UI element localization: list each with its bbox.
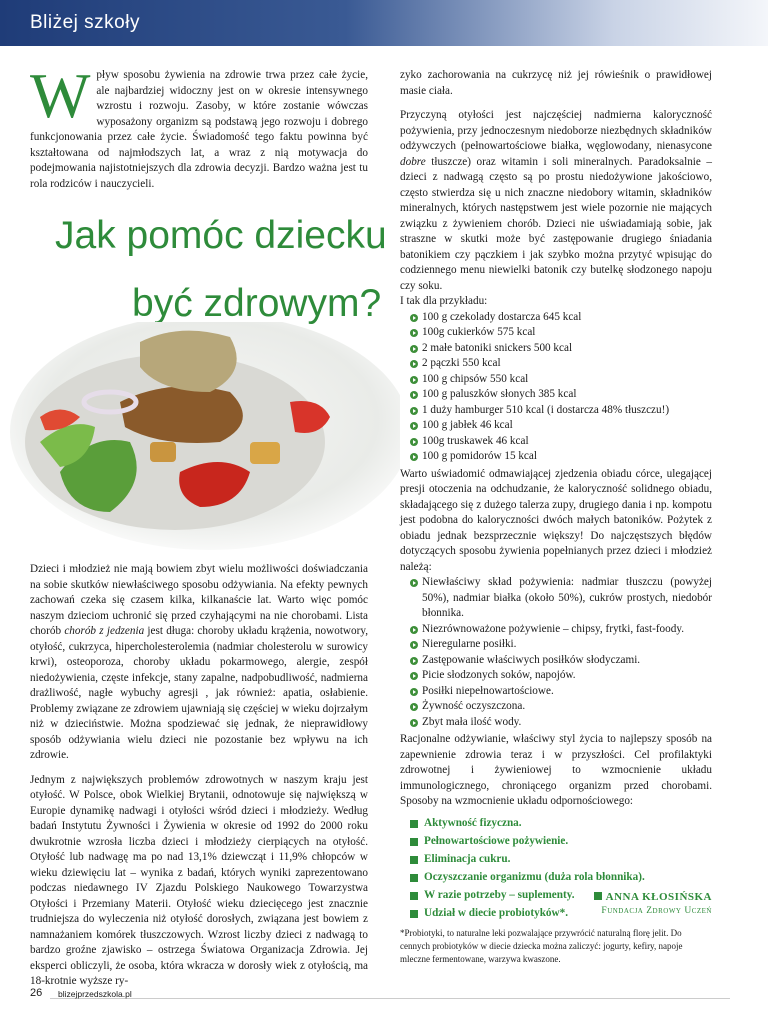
salad-photo — [0, 322, 400, 552]
intro-paragraph — [30, 60, 368, 192]
body-paragraph: zyko zachorowania na cukrzycę niż jej rówieśnik o prawidłowej masie ciała. — [400, 69, 712, 97]
list-item: Zbyt mała ilość wody. — [412, 715, 712, 731]
drop-cap: W — [30, 60, 91, 131]
body-paragraph: Racjonalne odżywianie, właściwy styl życia to najlepszy sposób na zapewnienie zdrowia teraz i w przyszłości. Cel profilaktyki zdrowotnej i żywieniowej to wzmocnienie układu immunologicznego, chroniącego organizm przed chorobami. Sposoby na wzmocnienie układu odpornościowego: — [400, 733, 712, 807]
list-item: Posiłki niepełnowartościowe. — [412, 684, 712, 700]
body-text: Dzieci i młodzież nie mają bowiem zbyt wielu możliwości doświadczania na sobie skutków niewłaściwego sposobu odżywiania. Na efekty pewnych zachowań czeka się czasem kilka, kilkanaście lat. Warto więc pomóc naszym dzieciom uchronić się przed czyhającymi na nie chorobami. Lista chorób — [30, 563, 368, 637]
crouton-shape-2 — [150, 442, 176, 462]
examples-intro: I tak dla przykładu: — [400, 295, 488, 307]
list-item: 100g truskawek 46 kcal — [412, 434, 712, 450]
list-item: 100g cukierków 575 kcal — [412, 325, 712, 341]
section-title: Bliżej szkoły — [30, 12, 140, 33]
list-item: Niewłaściwy skład pożywienia: nadmiar tłuszczu (powyżej 50%), nadmiar białka (około 50%), cukrów prostych, niedobór błonnika. — [412, 575, 712, 622]
body-paragraph: Warto uświadomić odmawiającej zjedzenia obiadu córce, ulegającej presji otoczenia na odchudzanie, że kaloryczność solidnego obiadu, składającego się z dużego talerza zupy, drugiego dania i np. kompotu jest podobna do kaloryczności dwóch małych batoników. Pożytek z obiadu jednak bezsprzecznie większy! Do najczęstszych błędów dotyczących sposobu żywienia popełnianych przez dzieci i młodzież należą: — [400, 467, 712, 573]
crouton-shape — [250, 442, 280, 464]
body-text: Przyczyną otyłości jest najczęściej nadmierna kaloryczność pożywienia, przy jednoczesnym niedoborze niezbędnych składników odżywczych (pełnowartościowe białka, węglowodany, nienasycone — [400, 109, 712, 152]
footnote: *Probiotyki, to naturalne leki pozwalające przywrócić naturalną florę jelit. Do cennych probiotyków w diecie dziecka można zaliczyć: jogurty, kefiry, napoje mleczne fermentowane, warzywa kwaszone. — [400, 928, 683, 964]
section-header-bar — [0, 0, 768, 46]
body-paragraph — [400, 108, 712, 294]
list-item: 100 g chipsów 550 kcal — [412, 372, 712, 388]
body-text: tłuszcze) oraz witamin i soli mineralnych. Paradoksalnie – dzieci z nadwagą często są po prostu niedożywione jakościowo, często stwierdza się u nich znaczne niedobory witamin, składników mineralnych, których następstwem jest wiele pozornie nie mających związku z żywieniem chorób. Dzieci nie uświadamiają sobie, jak straszne w skutki może być zastępowanie drugiego śniadania batonikiem czy pączkiem i jak szybko można przytyć wpisując do codziennego menu niewielki batonik czy butelkę słodzonego napoju czy soku. — [400, 155, 712, 292]
body-paragraph: Jednym z największych problemów zdrowotnych w naszym kraju jest otyłość. W Polsce, obok Wielkiej Brytanii, odnotowuje się największą w Europie dynamikę nadwagi i otyłości wśród dzieci i młodzieży. Według badań Instytutu Żywności i Żywienia w okresie od 1992 do 2000 roku dwukrotnie wzrosła liczba dzieci i młodzieży cierpiących na otyłość. Otyłość lub nadwagę ma po nad 13,1% dziewcząt i 11,9% chłopców w wieku dziewięciu lat – wynika z badań, których wyniki zaprezentowano podczas niedawnego IV Zjazdu Polskiego Naukowego Towarzystwa Otyłości i Przemiany Materii. Otyłość wieku dziecięcego jest znacznie trudniejsza do wyleczenia niż otyłość dorosłych, związana jest bowiem z namnażaniem komórek tłuszczowych. Wzrost liczby dzieci z nadwagą to bardzo groźne zjawisko – ostrzega Światowa Organizacja Zdrowia. Jej eksperci obliczyli, że osoba, która wkracza w dorosły wiek z otyłością, ma 18-krotnie wyższe ry- — [30, 773, 368, 987]
body-paragraph — [30, 562, 368, 764]
footer-divider — [50, 998, 730, 999]
list-item: 100 g pomidorów 15 kcal — [412, 449, 712, 465]
right-body-text — [400, 68, 712, 931]
list-item: 1 duży hamburger 510 kcal (i dostarcza 48% tłuszczu!) — [412, 403, 712, 419]
calorie-examples-list — [412, 310, 712, 465]
headline-line-1: Jak pomóc dziecku — [55, 214, 387, 257]
page-number: 26 — [30, 987, 43, 999]
author-organization: Fundacja Zdrowy Uczeń — [601, 906, 712, 916]
list-item: Pełnowartościowe pożywienie. — [410, 834, 712, 850]
headline-line-2: być zdrowym? — [132, 282, 382, 325]
list-item: Nieregularne posiłki. — [412, 637, 712, 653]
list-item: Zastępowanie właściwych posiłków słodyczami. — [412, 653, 712, 669]
intro-text: pływ sposobu żywienia na zdrowie trwa przez całe życie, ale najbardziej widoczny jest on w okresie intensywnego wzrostu i rozwoju. Zasoby, w które zostanie wówczas wyposażony organizm są podstawą jego rozwoju i dobrego funkcjonowania przez całe życie. Świadomość tego faktu powinna być kształtowana od najmłodszych lat, a wraz z nią motywacja do podejmowania najistotniejszych dla zdrowia decyzji. Bardzo ważna jest tu rola rodziców i nauczycieli. — [30, 69, 368, 190]
list-item: Żywność oczyszczona. — [412, 699, 712, 715]
list-item: 100 g paluszków słonych 385 kcal — [412, 387, 712, 403]
list-item: Picie słodzonych soków, napojów. — [412, 668, 712, 684]
website-link[interactable]: blizejprzedszkola.pl — [58, 989, 132, 999]
list-item: 100 g czekolady dostarcza 645 kcal — [412, 310, 712, 326]
list-item: W razie potrzeby – suplementy. — [410, 888, 712, 904]
body-text: jest długa: choroby układu krążenia, nowotwory, otyłość, cukrzyca, hipercholesterolemia (nadmiar cholesterolu w surowicy krwi), osteoporoza, choroby układu pokarmowego, alergie, zespół niedożywienia, częste infekcje, stany zapalne, nadpobudliwość, nadmierna drażliwość, nagłe wybuchy agresji , jak również: apatia, osłabienie. Problemy związane ze zdrowiem ujawniają się częściej w wieku dojrzałym niż w dzieciństwie. Można spodziewać się jednak, że nieprawidłowy sposób odżywiania wielu dzieci nie pozostanie bez wpływu na ich zdrowie. — [30, 625, 368, 761]
body-italic: dobre — [400, 155, 426, 168]
author-name-text: ANNA KŁOSIŃSKA — [605, 891, 712, 903]
list-item: Oczyszczanie organizmu (duża rola błonnika). — [410, 870, 712, 886]
list-item: Aktywność fizyczna. — [410, 816, 712, 832]
square-icon — [594, 892, 602, 900]
errors-list — [412, 575, 712, 730]
body-italic: chorób z jedzenia — [64, 625, 145, 637]
list-item: Eliminacja cukru. — [410, 852, 712, 868]
author-name — [594, 891, 712, 903]
list-item: 100 g jabłek 46 kcal — [412, 418, 712, 434]
list-item: Niezrównoważone pożywienie – chipsy, frytki, fast-foody. — [412, 622, 712, 638]
left-body-text — [30, 562, 368, 999]
list-item: 2 pączki 550 kcal — [412, 356, 712, 372]
list-item: Udział w diecie probiotyków*. — [410, 906, 712, 922]
list-item: 2 małe batoniki snickers 500 kcal — [412, 341, 712, 357]
